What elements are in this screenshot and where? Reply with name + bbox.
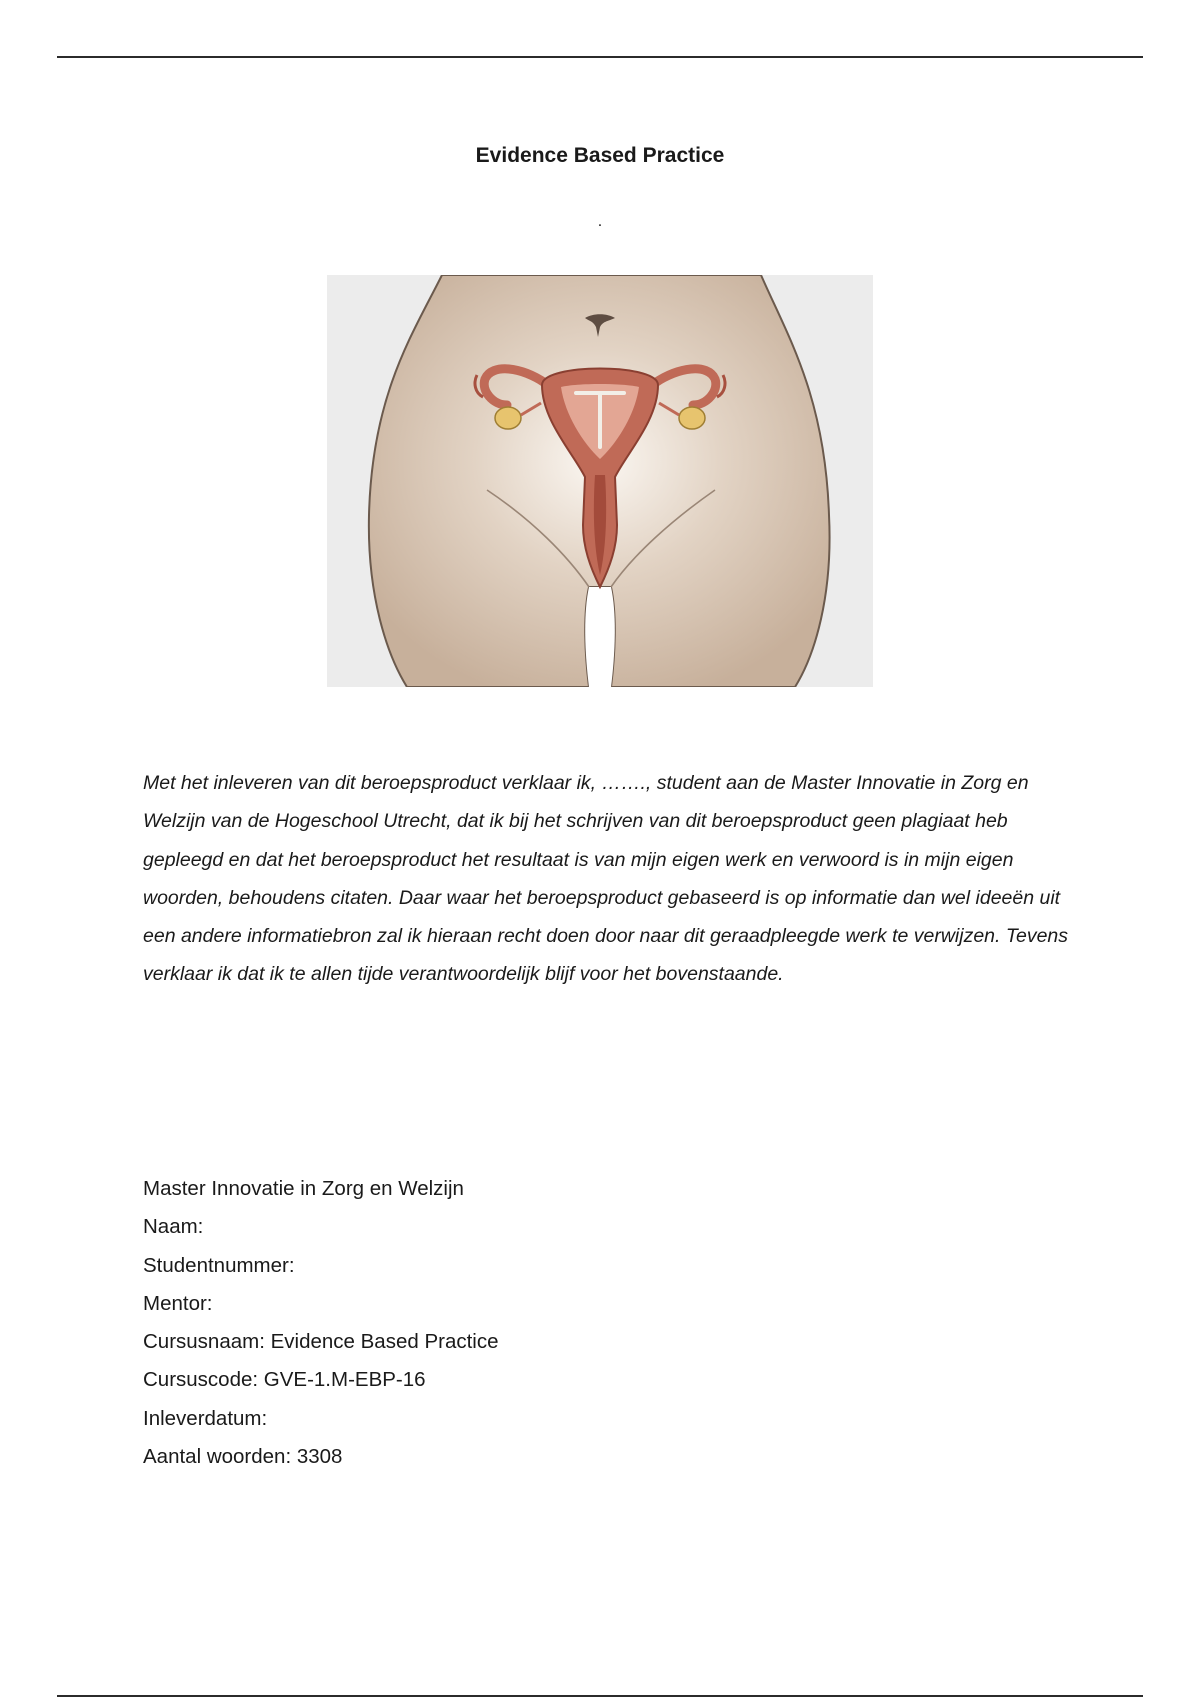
bottom-rule xyxy=(57,1695,1143,1697)
uterus-illustration-icon xyxy=(327,275,873,687)
document-title: Evidence Based Practice xyxy=(475,144,725,167)
uterus-with-iud-illustration xyxy=(327,275,873,687)
subtitle-mark: . xyxy=(597,213,603,230)
top-rule xyxy=(57,56,1143,58)
plagiarism-declaration: Met het inleveren van dit beroepsproduct verklaar ik, ……., student aan de Master Innovatie in Zorg en Welzijn van de Hogeschool Utrecht, dat ik bij het schrijven van dit beroepsproduct geen plagiaat heb gepleegd en dat het beroepsproduct het resultaat is van mijn eigen werk en verwoord is in mijn eigen woorden, behoudens citaten. Daar waar het beroepsproduct gebaseerd is op informatie dan wel ideeën uit een andere informatiebron zal ik hieraan recht doen door naar dit geraadpleegde werk te verwijzen. Tevens verklaar ik dat ik te allen tijde verantwoordelijk blijf voor het bovenstaande. xyxy=(143,772,1069,986)
detail-course-name: Cursusnaam: Evidence Based Practice xyxy=(143,1330,499,1354)
detail-submission-date: Inleverdatum: xyxy=(143,1406,268,1430)
detail-programme: Master Innovatie in Zorg en Welzijn xyxy=(143,1177,464,1200)
document-details xyxy=(143,1170,843,1476)
detail-name: Naam: xyxy=(143,1215,204,1239)
detail-mentor: Mentor: xyxy=(143,1291,213,1315)
detail-word-count: Aantal woorden: 3308 xyxy=(143,1445,343,1469)
detail-student-number: Studentnummer: xyxy=(143,1253,295,1277)
detail-course-code: Cursuscode: GVE-1.M-EBP-16 xyxy=(143,1368,426,1392)
